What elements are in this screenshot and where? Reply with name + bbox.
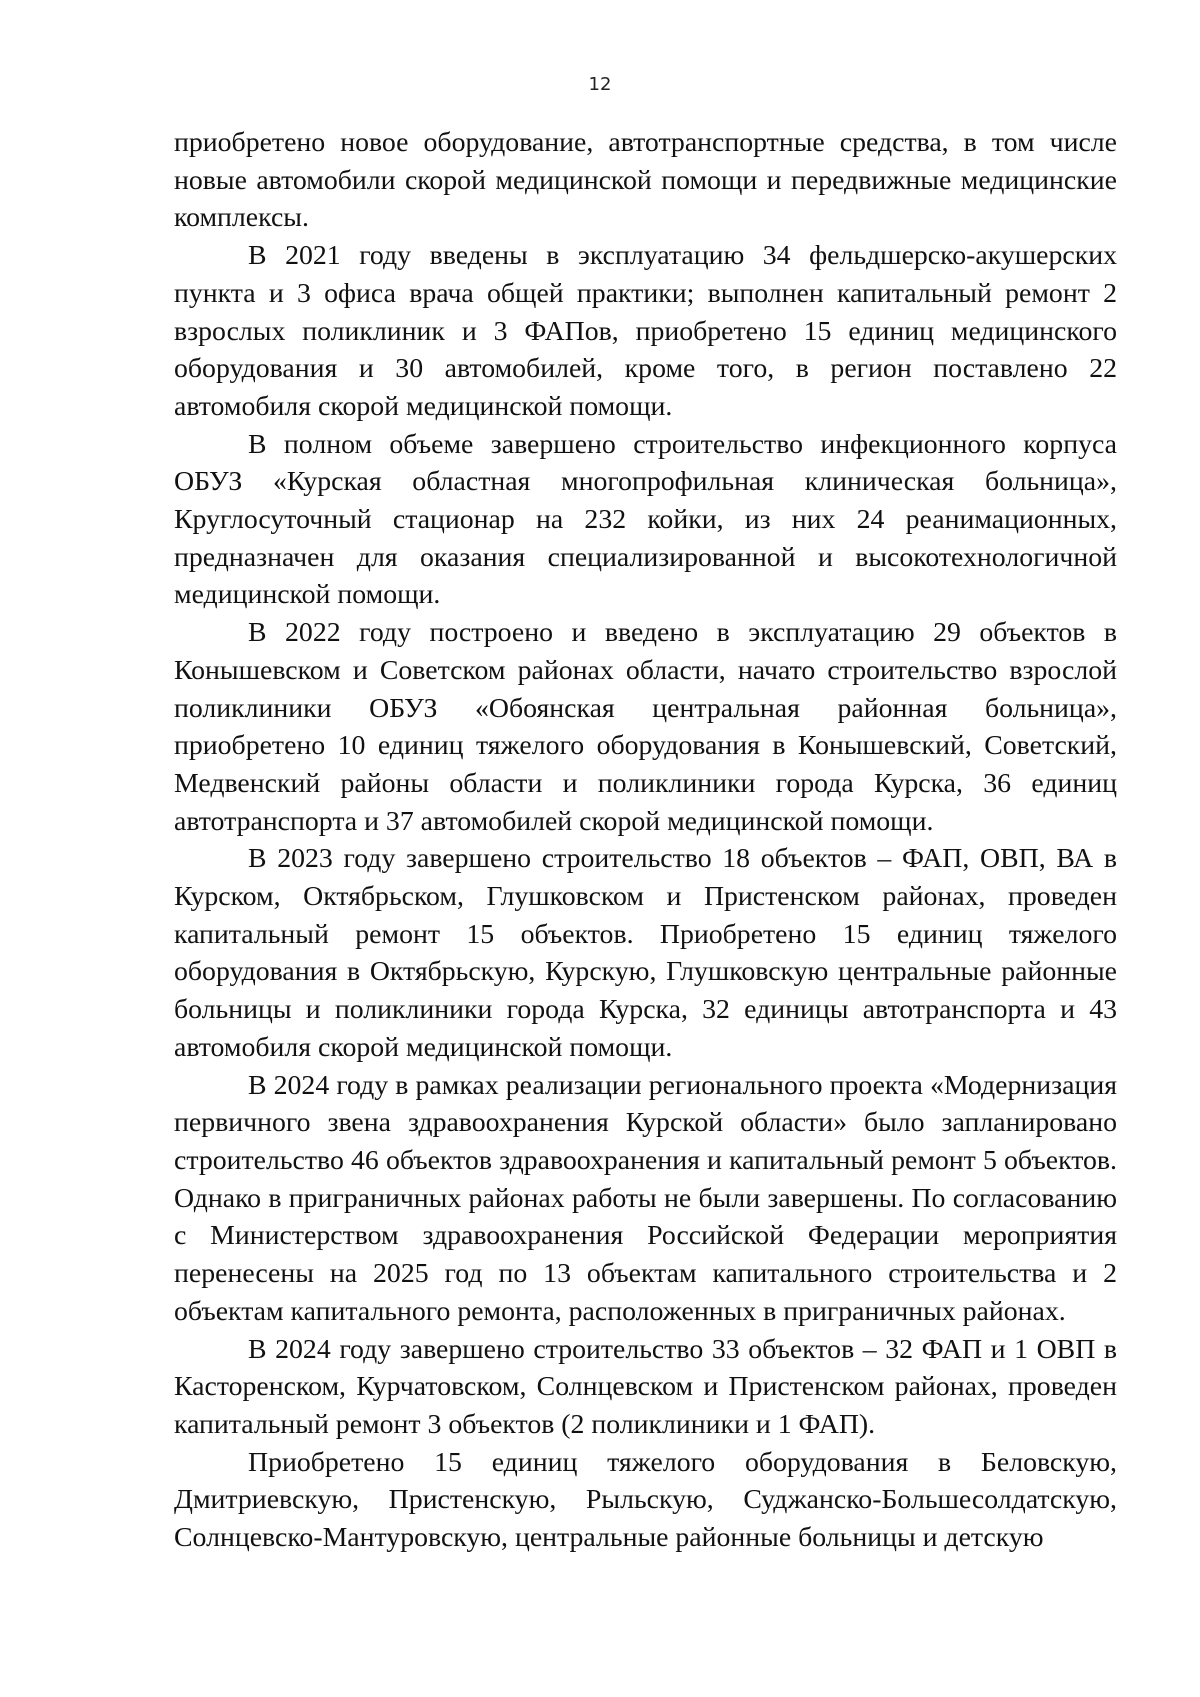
document-body	[174, 124, 1117, 1557]
paragraph-continuation: приобретено новое оборудование, автотранспортные средства, в том числе новые автомобили скорой медицинской помощи и передвижные медицинские комплексы.	[174, 127, 1117, 234]
paragraph-2021: В 2021 году введены в эксплуатацию 34 фельдшерско-акушерских пункта и 3 офиса врача общей практики; выполнен капитальный ремонт 2 взрослых поликлиник и 3 ФАПов, приобретено 15 единиц медицинского оборудования и 30 автомобилей, кроме того, в регион поставлено 22 автомобиля скорой медицинской помощи.	[174, 240, 1117, 422]
paragraph-2024-plan: В 2024 году в рамках реализации регионального проекта «Модернизация первичного звена здравоохранения Курской области» было запланировано строительство 46 объектов здравоохранения и капитальный ремонт 5 объектов. Однако в приграничных районах работы не были завершены. По согласованию с Министерством здравоохранения Российской Федерации мероприятия перенесены на 2025 год по 13 объектам капитального строительства и 2 объектам капитального ремонта, расположенных в приграничных районах.	[174, 1069, 1117, 1327]
paragraph-2024-completed: В 2024 году завершено строительство 33 объектов – 32 ФАП и 1 ОВП в Касторенском, Курчатовском, Солнцевском и Пристенском районах, проведен капитальный ремонт 3 объектов (2 поликлиники и 1 ФАП).	[174, 1333, 1117, 1440]
paragraph-infection-building: В полном объеме завершено строительство инфекционного корпуса ОБУЗ «Курская областная многопрофильная клиническая больница», Круглосуточный стационар на 232 койки, из них 24 реанимационных, предназначен для оказания специализированной и высокотехнологичной медицинской помощи.	[174, 428, 1117, 611]
page-number: 12	[588, 74, 612, 95]
paragraph-equipment-purchased: Приобретено 15 единиц тяжелого оборудования в Беловскую, Дмитриевскую, Пристенскую, Рыльскую, Суджанско-Большесолдатскую, Солнцевско-Мантуровскую, центральные районные больницы и детскую	[174, 1446, 1117, 1554]
paragraph-2022: В 2022 году построено и введено в эксплуатацию 29 объектов в Конышевском и Советском районах области, начато строительство взрослой поликлиники ОБУЗ «Обоянская центральная районная больница», приобретено 10 единиц тяжелого оборудования в Конышевский, Советский, Медвенский районы области и поликлиники города Курска, 36 единиц автотранспорта и 37 автомобилей скорой медицинской помощи.	[174, 617, 1117, 837]
paragraph-2023: В 2023 году завершено строительство 18 объектов – ФАП, ОВП, ВА в Курском, Октябрьском, Глушковском и Пристенском районах, проведен капитальный ремонт 15 объектов. Приобретено 15 единиц тяжелого оборудования в Октябрьскую, Курскую, Глушковскую центральные районные больницы и поликлиники города Курска, 32 единицы автотранспорта и 43 автомобиля скорой медицинской помощи.	[174, 843, 1117, 1063]
